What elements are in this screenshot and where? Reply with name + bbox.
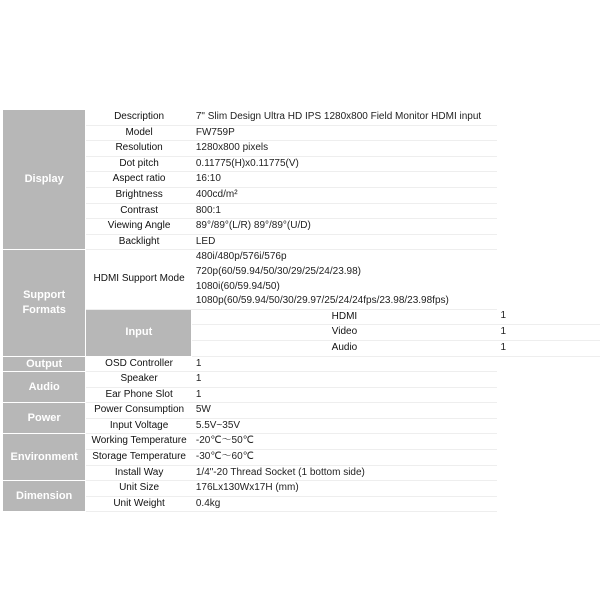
spec-label: Viewing Angle [86, 219, 192, 235]
spec-value: 1 [497, 325, 600, 341]
spec-row [3, 219, 600, 235]
spec-row [3, 250, 600, 309]
spec-label: Description [86, 110, 192, 125]
spec-row [3, 418, 600, 434]
spec-row [3, 387, 600, 403]
spec-label: Model [86, 125, 192, 141]
spec-label: OSD Controller [86, 356, 192, 372]
spec-value: 89°/89°(L/R) 89°/89°(U/D) [192, 219, 497, 235]
spec-value: FW759P [192, 125, 497, 141]
spec-value: 0.11775(H)x0.11775(V) [192, 156, 497, 172]
spec-label: Unit Size [86, 481, 192, 497]
spec-label: Ear Phone Slot [86, 387, 192, 403]
spec-row [3, 141, 600, 157]
spec-label: Resolution [86, 141, 192, 157]
spec-value: 1/4"-20 Thread Socket (1 bottom side) [192, 465, 497, 481]
spec-row [3, 465, 600, 481]
spec-value: 7" Slim Design Ultra HD IPS 1280x800 Field Monitor HDMI input [192, 110, 497, 125]
spec-label: Video [192, 325, 497, 341]
spec-value-line: 480i/480p/576i/576p [195, 251, 287, 263]
spec-value: 1 [192, 356, 497, 372]
category-label: Dimension [3, 481, 86, 512]
spec-value: 1 [497, 340, 600, 356]
spec-label: Power Consumption [86, 403, 192, 419]
spec-label: Storage Temperature [86, 450, 192, 466]
spec-label: Unit Weight [86, 496, 192, 512]
spec-value: 1 [192, 387, 497, 403]
spec-row [3, 450, 600, 466]
spec-row [3, 356, 600, 372]
spec-value: 5W [192, 403, 497, 419]
spec-table [3, 110, 600, 512]
spec-label: Dot pitch [86, 156, 192, 172]
category-label: Power [3, 403, 86, 434]
spec-label: Working Temperature [86, 434, 192, 450]
spec-row [3, 481, 600, 497]
spec-row [3, 403, 600, 419]
spec-value: 1 [192, 372, 497, 388]
spec-label: Audio [192, 340, 497, 356]
spec-row [3, 156, 600, 172]
spec-row [3, 187, 600, 203]
spec-value-line: 1080p(60/59.94/50/30/29.97/25/24/24fps/23.98/23.98fps) [195, 295, 449, 307]
spec-row [3, 110, 600, 125]
spec-value: 400cd/m² [192, 187, 497, 203]
category-label: Audio [3, 372, 86, 403]
spec-value: 800:1 [192, 203, 497, 219]
spec-row [3, 496, 600, 512]
spec-label: Install Way [86, 465, 192, 481]
category-label: Display [3, 110, 86, 250]
spec-label: HDMI Support Mode [86, 250, 192, 309]
spec-label: Backlight [86, 234, 192, 250]
spec-row [3, 372, 600, 388]
spec-label: Brightness [86, 187, 192, 203]
category-label: Environment [3, 434, 86, 481]
spec-value: LED [192, 234, 497, 250]
spec-row [3, 203, 600, 219]
spec-value [192, 250, 497, 309]
spec-value-line: 720p(60/59.94/50/30/29/25/24/23.98) [195, 265, 362, 277]
spec-value: 0.4kg [192, 496, 497, 512]
spec-row [3, 234, 600, 250]
spec-value: 16:10 [192, 172, 497, 188]
spec-value: 176Lx130Wx17H (mm) [192, 481, 497, 497]
spec-label: Speaker [86, 372, 192, 388]
category-label: Output [3, 356, 86, 372]
spec-value: 1280x800 pixels [192, 141, 497, 157]
spec-value: 1 [497, 309, 600, 325]
spec-value: -30℃～60℃ [192, 450, 497, 466]
spec-label: Input Voltage [86, 418, 192, 434]
category-label: Support Formats [3, 250, 86, 356]
spec-label: HDMI [192, 309, 497, 325]
spec-row [3, 309, 600, 325]
spec-label: Contrast [86, 203, 192, 219]
spec-row [3, 172, 600, 188]
spec-value: 5.5V~35V [192, 418, 497, 434]
spec-row [3, 434, 600, 450]
spec-value: -20℃～50℃ [192, 434, 497, 450]
category-label: Input [86, 309, 192, 356]
spec-row [3, 125, 600, 141]
spec-value-line: 1080i(60/59.94/50) [195, 280, 280, 292]
spec-label: Aspect ratio [86, 172, 192, 188]
